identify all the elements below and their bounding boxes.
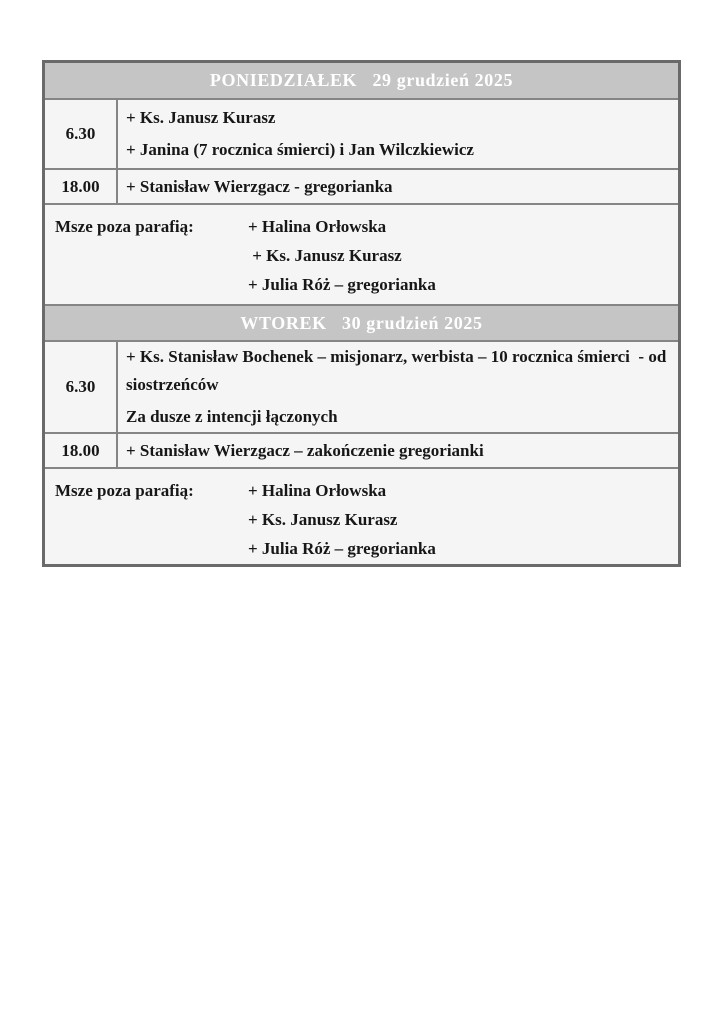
day-header-monday: PONIEDZIAŁEK 29 grudzień 2025 xyxy=(45,63,678,100)
outside-parish-row xyxy=(45,469,678,564)
mass-intention-line: + Stanisław Wierzgacz - gregorianka xyxy=(126,176,393,196)
mass-description xyxy=(118,170,678,203)
outside-parish-line: + Julia Róż – gregorianka xyxy=(248,275,436,294)
mass-row xyxy=(45,100,678,170)
outside-parish-row xyxy=(45,205,678,306)
mass-schedule-table xyxy=(42,60,681,567)
outside-parish-line: + Julia Róż – gregorianka xyxy=(248,539,436,558)
outside-parish-label: Msze poza parafią: xyxy=(55,481,194,500)
mass-description xyxy=(118,342,678,432)
day-header-tuesday: WTOREK 30 grudzień 2025 xyxy=(45,306,678,342)
outside-parish-line: + Ks. Janusz Kurasz xyxy=(248,510,398,529)
outside-parish-label: Msze poza parafią: xyxy=(55,217,194,236)
mass-intention-line: + Ks. Janusz Kurasz xyxy=(126,108,276,127)
mass-row xyxy=(45,342,678,434)
mass-time: 6.30 xyxy=(45,100,118,168)
outside-parish-line: + Halina Orłowska xyxy=(248,217,387,236)
outside-parish-lines xyxy=(248,476,670,557)
outside-parish-lines xyxy=(248,212,670,297)
mass-row xyxy=(45,434,678,469)
mass-intention-line: + Stanisław Wierzgacz – zakończenie gregorianki xyxy=(126,440,484,460)
mass-time: 18.00 xyxy=(45,170,118,203)
mass-intention-line: + Janina (7 rocznica śmierci) i Jan Wilczkiewicz xyxy=(126,140,474,159)
mass-time: 18.00 xyxy=(45,434,118,467)
outside-parish-line: + Halina Orłowska xyxy=(248,481,387,500)
outside-parish-line: + Ks. Janusz Kurasz xyxy=(248,246,402,265)
mass-time: 6.30 xyxy=(45,342,118,432)
mass-intention-line: + Ks. Stanisław Bochenek – misjonarz, werbista – 10 rocznica śmierci - od siostrzeńców xyxy=(126,347,671,394)
mass-description xyxy=(118,100,678,168)
mass-intention-line: Za dusze z intencji łączonych xyxy=(126,407,338,426)
mass-row xyxy=(45,170,678,205)
mass-description xyxy=(118,434,678,467)
